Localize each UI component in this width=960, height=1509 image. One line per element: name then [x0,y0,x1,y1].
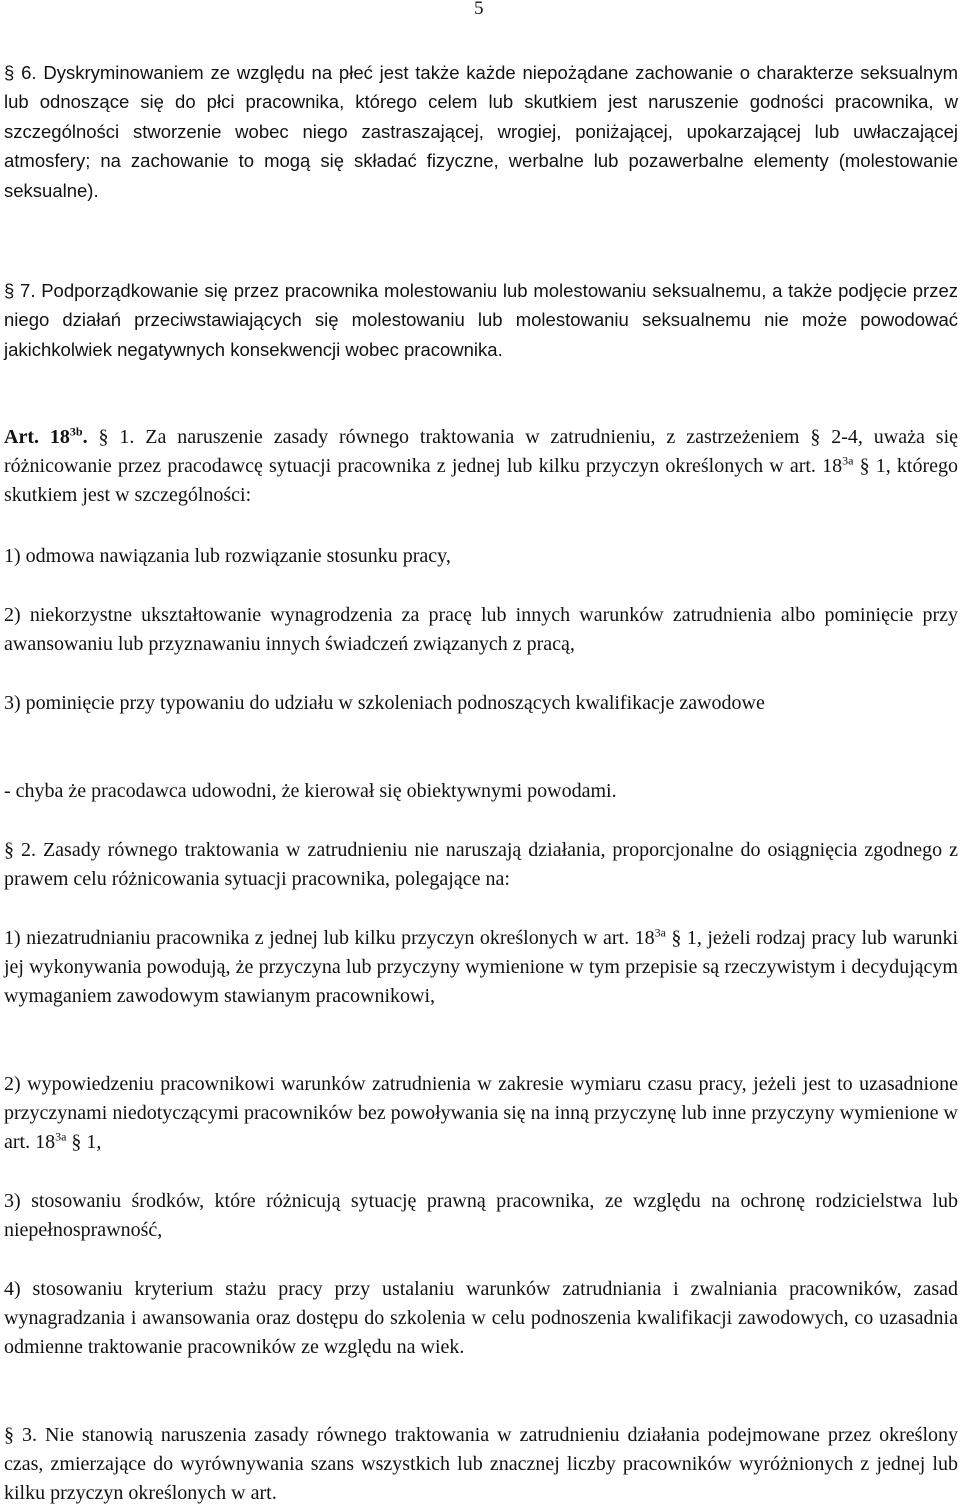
superscript: 3a [654,925,666,940]
page-number: 5 [474,0,484,19]
paragraph-7: § 7. Podporządkowanie się przez pracownika molestowaniu lub molestowaniu seksualnemu, a także podjęcie przez niego działań przeciwstawiających się molestowaniu lub molestowaniu seksualnemu nie może powodować jakichkolwiek negatywnych konsekwencji wobec pracownika. [4,280,958,360]
paragraph-3: § 3. Nie stanowią naruszenia zasady równego traktowania w zatrudnieniu działania podejmowane przez określony czas, zmierzające do wyrównywania szans wszystkich lub znacznej liczby pracowników wyróżnionych z jednej lub kilku przyczyn określonych w art. [4,1424,958,1505]
list-item-2: 2) niekorzystne ukształtowanie wynagrodzenia za pracę lub innych warunków zatrudnienia albo pominięcie przy awansowaniu lub przyznawaniu innych świadczeń związanych z pracą, [4,604,958,656]
article-text-a: § 1. Za naruszenie zasady równego traktowania w zatrudnieniu, z zastrzeżeniem § 2-4, uważa się różnicowanie przez pracodawcę sytuacji pracownika z jednej lub kilku przyczyn określonych w art. 18 [4,426,959,478]
sublist-item-1: 1) niezatrudnianiu pracownika z jednej lub kilku przyczyn określonych w art. $18^{3a}$ § 1, jeżeli rodzaj pracy lub warunki jej wykonywania powodują, że przyczyna lub przyczyny wymienione w tym przepisie są rzeczywistym i decydującym wymaganiem zawodowym stawianym pracownikowi, [4,925,959,1008]
sublist-item-3: 3) stosowaniu środków, które różnicują sytuację prawną pracownika, ze względu na ochronę rodzicielstwa lub niepełnosprawność, [4,1190,958,1242]
list-item-3: 3) pominięcie przy typowaniu do udziału w szkoleniach podnoszących kwalifikacje zawodowe [4,692,765,714]
paragraph-6: § 6. Dyskryminowaniem ze względu na płeć jest także każde niepożądane zachowanie o charakterze seksualnym lub odnoszące się do płci pracownika, którego celem lub skutkiem jest naruszenie godności pracownika, w szczególności stworzenie wobec niego zastraszającej, wrogiej, poniżającej, upokarzającej lub uwłaczającej atmosfery; na zachowanie to mogą się składać fizyczne, werbalne lub pozawerbalne elementy (molestowanie seksualne). [4,62,958,201]
sublist-item-4: 4) stosowaniu kryterium stażu pracy przy ustalaniu warunków zatrudniania i zwalniania pracowników, zasad wynagradzania i awansowania oraz dostępu do szkolenia w celu podnoszenia kwalifikacji zawodowych, co uzasadnia odmienne traktowanie pracowników ze względu na wiek. [4,1278,958,1359]
paragraph-2: § 2. Zasady równego traktowania w zatrudnieniu nie naruszają działania, proporcjonalne do osiągnięcia zgodnego z prawem celu różnicowania sytuacji pracownika, polegające na: [4,839,958,891]
superscript: 3a [55,1129,67,1144]
article-heading: Art. $18^{3b}$. [4,424,88,448]
exception-line: - chyba że pracodawca udowodni, że kierował się obiektywnymi powodami. [4,780,617,802]
article-text-b: § 1, którego skutkiem jest w szczególności: [4,455,958,507]
article-18-3b-par-1 [4,423,958,511]
superscript: 3a [842,453,854,468]
sublist-item-2: 2) wypowiedzeniu pracownikowi warunków zatrudnienia w zakresie wymiaru czasu pracy, jeżeli jest to uzasadnione przyczynami niedotyczącymi pracowników bez powoływania się na inną przyczynę lub inne przyczyny wymienione w art. $18^{3a}$ § 1, [4,1073,958,1154]
list-item-1: 1) odmowa nawiązania lub rozwiązanie stosunku pracy, [4,545,451,567]
